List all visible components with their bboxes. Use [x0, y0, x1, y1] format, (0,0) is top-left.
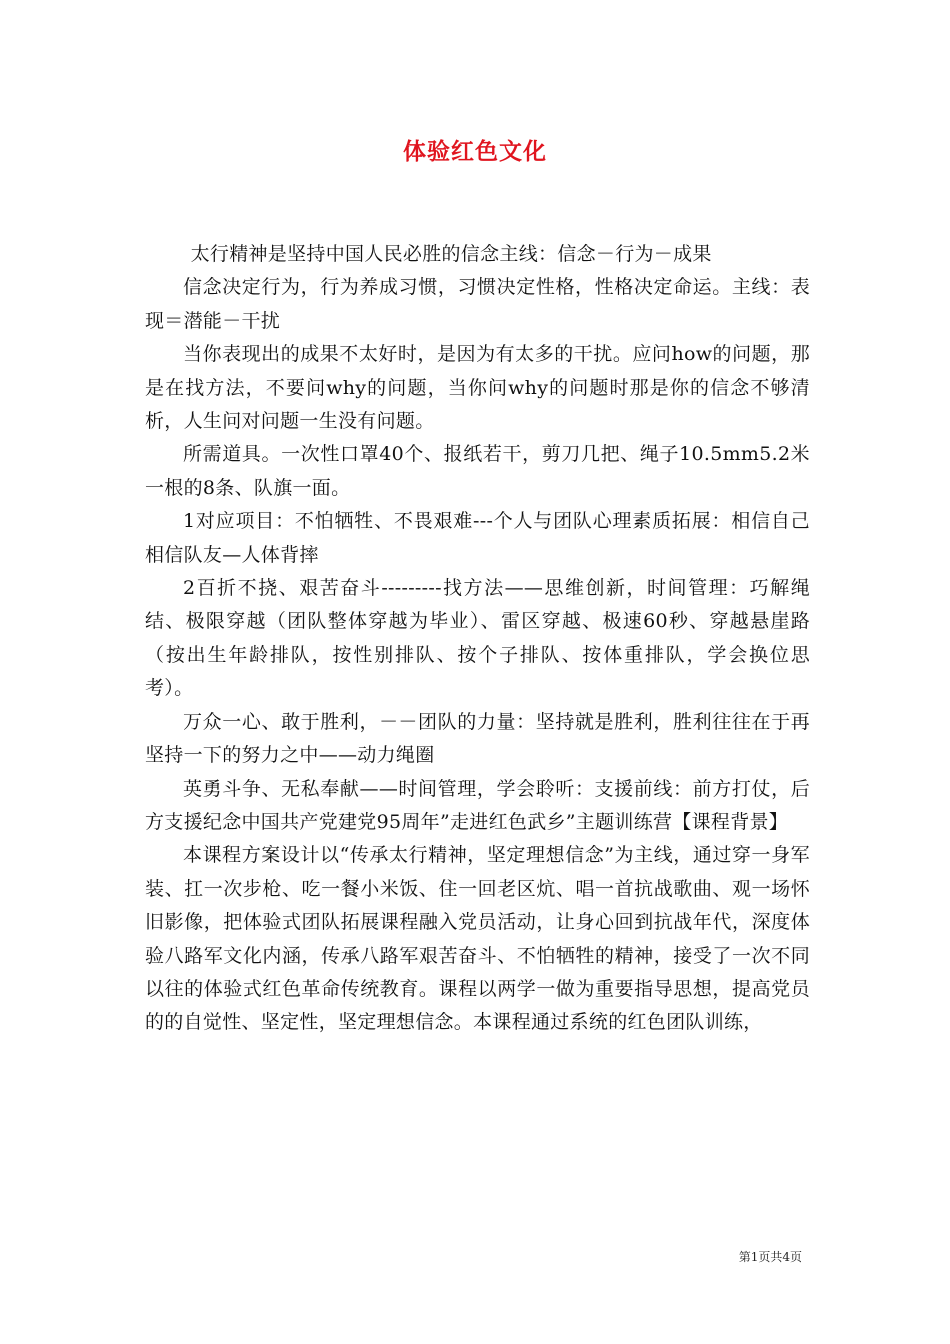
paragraph: 所需道具。一次性口罩40个、报纸若干，剪刀几把、绳子10.5mm5.2米一根的8条、队旗一面。: [145, 443, 810, 499]
paragraph: 太行精神是坚持中国人民必胜的信念主线：信念－行为－成果: [190, 243, 712, 265]
paragraph: 2百折不挠、艰苦奋斗---------找方法——思维创新，时间管理：巧解绳结、极限穿越（团队整体穿越为毕业）、雷区穿越、极速60秒、穿越悬崖路（按出生年龄排队，按性别排队、按个子排队、按体重排队，学会换位思考）。: [145, 577, 810, 700]
paragraph: 当你表现出的成果不太好时，是因为有太多的干扰。应问how的问题，那是在找方法，不要问why的问题，当你问why的问题时那是你的信念不够清析，人生问对问题一生没有问题。: [145, 343, 810, 433]
document-body: [145, 238, 810, 1040]
page-number-footer: 第1页共4页: [738, 1250, 802, 1264]
paragraph: 1对应项目：不怕牺牲、不畏艰难---个人与团队心理素质拓展：相信自己相信队友—人体背摔: [145, 510, 810, 566]
paragraph: 信念决定行为，行为养成习惯，习惯决定性格，性格决定命运。主线：表现＝潜能－干扰: [145, 276, 810, 332]
paragraph: 万众一心、敢于胜利，－－团队的力量：坚持就是胜利，胜利往往在于再坚持一下的努力之中——动力绳圈: [145, 710, 810, 767]
document-title: 体验红色文化: [403, 138, 547, 165]
paragraph: 本课程方案设计以“传承太行精神，坚定理想信念”为主线，通过穿一身军装、扛一次步枪、吃一餐小米饭、住一回老区炕、唱一首抗战歌曲、观一场怀旧影像，把体验式团队拓展课程融入党员活动，让身心回到抗战年代，深度体验八路军文化内涵，传承八路军艰苦奋斗、不怕牺牲的精神，接受了一次不同以往的体验式红色革命传统教育。课程以两学一做为重要指导思想，提高党员的的自觉性、坚定性，坚定理想信念。本课程通过系统的红色团队训练，: [145, 844, 810, 1034]
paragraph: 英勇斗争、无私奉献——时间管理，学会聆听：支援前线：前方打仗，后方支援纪念中国共产党建党95周年”走进红色武乡”主题训练营【课程背景】: [145, 777, 810, 833]
